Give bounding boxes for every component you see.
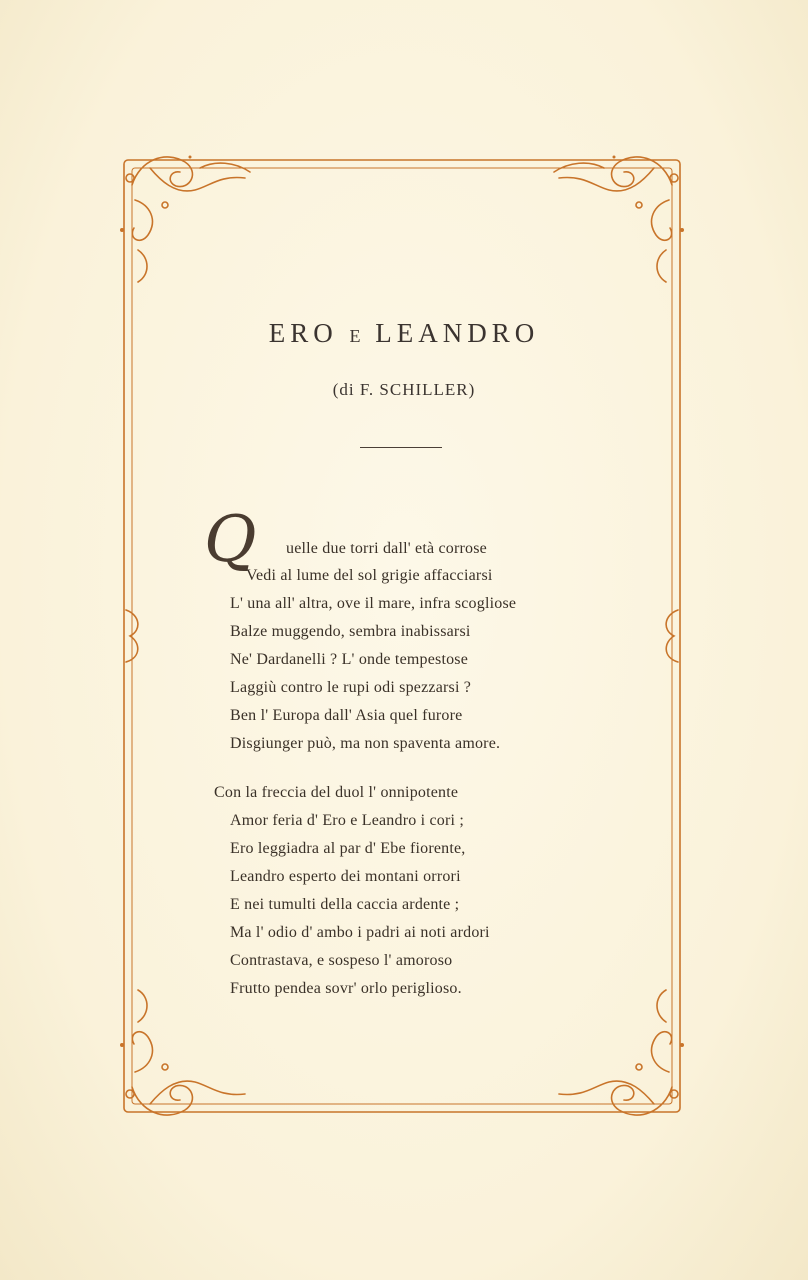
stanza1-line-8: Disgiunger può, ma non spaventa amore. xyxy=(230,735,501,752)
stanza1-line-4: Balze muggendo, sembra inabissarsi xyxy=(230,623,471,640)
poem-title xyxy=(0,318,808,349)
title-word-ero: ERO xyxy=(268,318,338,348)
title-divider xyxy=(360,447,442,448)
stanza2-line-6: Ma l' odio d' ambo i padri ai noti ardori xyxy=(230,924,490,941)
stanza1-line-6: Laggiù contro le rupi odi spezzarsi ? xyxy=(230,679,472,696)
stanza2-line-1: Con la freccia del duol l' onnipotente xyxy=(214,784,459,801)
stanza2-line-7: Contrastava, e sospeso l' amoroso xyxy=(230,952,453,969)
title-conjunction: E xyxy=(349,326,364,346)
stanza2-line-4: Leandro esperto dei montani orrori xyxy=(230,868,461,885)
stanza1-line-5: Ne' Dardanelli ? L' onde tempestose xyxy=(230,651,469,668)
stanza2-line-2: Amor feria d' Ero e Leandro i cori ; xyxy=(230,812,464,829)
poem-author: (di F. SCHILLER) xyxy=(332,380,476,399)
stanza1-line-1: uelle due torri dall' età corrose xyxy=(286,540,487,557)
stanza2-line-5: E nei tumulti della caccia ardente ; xyxy=(230,896,460,913)
stanza1-line-7: Ben l' Europa dall' Asia quel furore xyxy=(230,707,463,724)
stanza1-line-3: L' una all' altra, ove il mare, infra scogliose xyxy=(230,595,517,612)
stanza2-line-8: Frutto pendea sovr' orlo periglioso. xyxy=(230,980,462,997)
stanza1-line-2: Vedi al lume del sol grigie affacciarsi xyxy=(246,567,493,584)
drop-cap: Q xyxy=(204,503,257,577)
stanza2-line-3: Ero leggiadra al par d' Ebe fiorente, xyxy=(230,840,466,857)
title-word-leandro: LEANDRO xyxy=(375,318,540,348)
